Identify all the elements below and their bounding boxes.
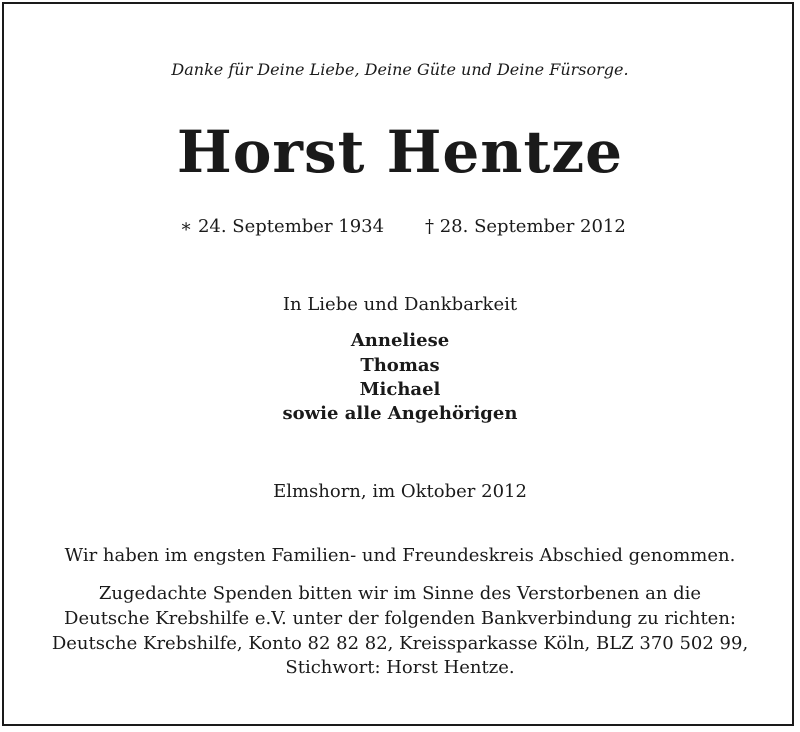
birth-date: ∗ 24. September 1934 (180, 216, 385, 237)
mourner-name: sowie alle Angehörigen (282, 403, 518, 424)
motto-text: Danke für Deine Liebe, Deine Güte und Deine Fürsorge. (171, 60, 629, 79)
dedication-text: In Liebe und Dankbarkeit (282, 294, 518, 315)
donation-line: Zugedachte Spenden bitten wir im Sinne des Verstorbenen an die (98, 583, 702, 604)
donation-line: Deutsche Krebshilfe, Konto 82 82 82, Kreissparkasse Köln, BLZ 370 502 99, (51, 633, 749, 654)
mourner-name: Michael (359, 379, 441, 400)
mourner-name: Anneliese (350, 330, 450, 351)
donation-line: Stichwort: Horst Hentze. (285, 657, 515, 678)
mourner-name: Thomas (360, 355, 440, 376)
farewell-text: Wir haben im engsten Familien- und Freundeskreis Abschied genommen. (64, 545, 736, 566)
death-date: † 28. September 2012 (425, 216, 626, 237)
deceased-name: Horst Hentze (176, 118, 624, 186)
donation-line: Deutsche Krebshilfe e.V. unter der folgenden Bankverbindung zu richten: (64, 608, 736, 629)
place-date: Elmshorn, im Oktober 2012 (273, 481, 527, 502)
